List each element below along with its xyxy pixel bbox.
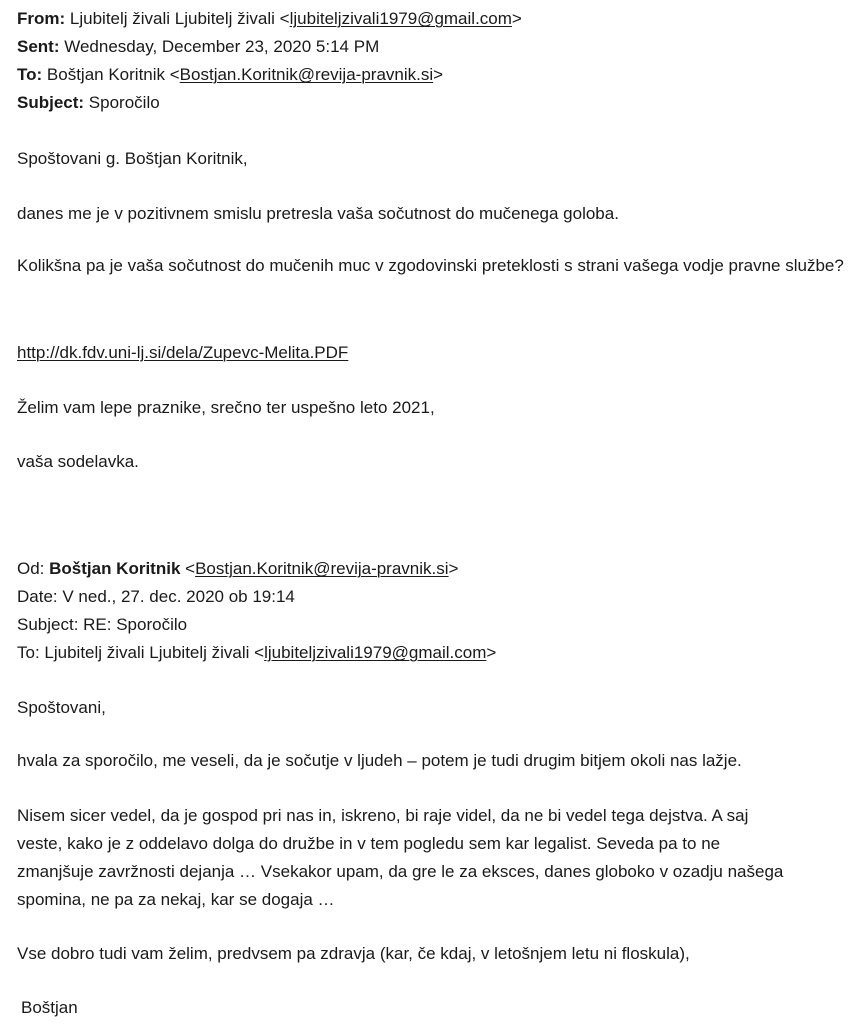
from-name: Ljubitelj živali Ljubitelj živali <	[69, 9, 290, 28]
reply-to-close: >	[486, 643, 497, 662]
reply-paragraph-3: Vse dobro tudi vam želim, predvsem pa zdravja (kar, če kdaj, v letošnjem letu ni floskula),	[17, 944, 690, 963]
reply-from-line	[17, 558, 458, 580]
reply-subject: Subject: RE: Sporočilo	[17, 615, 188, 634]
reply-from-name: Boštjan Koritnik	[49, 559, 181, 578]
original-signoff: vaša sodelavka.	[17, 452, 139, 471]
to-email-link[interactable]: Bostjan.Koritnik@revija-pravnik.si	[179, 65, 434, 84]
reply-paragraph-2-line-4: spomina, ne pa za nekaj, kar se dogaja …	[17, 890, 335, 909]
from-line	[17, 8, 522, 30]
reply-to-email-link[interactable]: ljubiteljzivali1979@gmail.com	[264, 643, 487, 662]
to-name: Boštjan Koritnik <	[46, 65, 180, 84]
subject-value: Sporočilo	[88, 93, 160, 112]
reply-to-line	[17, 642, 496, 664]
reply-date: Date: V ned., 27. dec. 2020 ob 19:14	[17, 587, 295, 606]
reply-to-name: To: Ljubitelj živali Ljubitelj živali <	[17, 643, 265, 662]
original-paragraph-2: Kolikšna pa je vaša sočutnost do mučenih muc v zgodovinski preteklosti s strani vašega vodje pravne službe?	[17, 256, 844, 275]
reply-paragraph-1: hvala za sporočilo, me veseli, da je sočutje v ljudeh – potem je tudi drugim bitjem okoli nas lažje.	[17, 751, 742, 770]
original-link-line	[17, 342, 348, 364]
reply-paragraph-2-line-3: zmanjšuje zavržnosti dejanja … Vsekakor upam, da gre le za eksces, danes globoko v ozadju našega	[17, 862, 784, 881]
from-label: From:	[17, 9, 66, 28]
original-greeting: Spoštovani g. Boštjan Koritnik,	[17, 149, 248, 168]
from-close: >	[511, 9, 522, 28]
to-label: To:	[17, 65, 43, 84]
sent-line	[17, 36, 379, 58]
reply-greeting: Spoštovani,	[17, 698, 106, 717]
reply-paragraph-2-line-2: veste, kako je z oddelavo dolga do družbe in v tem pogledu sem kar legalist. Seveda pa to ne	[17, 834, 721, 853]
subject-label: Subject:	[17, 93, 85, 112]
reply-paragraph-2-line-1: Nisem sicer vedel, da je gospod pri nas in, iskreno, bi raje videl, da ne bi vedel tega dejstva. A saj	[17, 806, 749, 825]
to-close: >	[433, 65, 444, 84]
sent-label: Sent:	[17, 37, 60, 56]
original-paragraph-3: Želim vam lepe praznike, srečno ter uspešno leto 2021,	[17, 398, 435, 417]
reply-from-label: Od:	[17, 559, 50, 578]
reply-from-close: >	[448, 559, 459, 578]
reply-signature: Boštjan	[21, 998, 78, 1017]
reply-from-open: <	[180, 559, 196, 578]
subject-line	[17, 92, 160, 114]
sent-value: Wednesday, December 23, 2020 5:14 PM	[64, 37, 380, 56]
original-paragraph-1: danes me je v pozitivnem smislu pretresla vaša sočutnost do mučenega goloba.	[17, 204, 619, 223]
reply-from-email-link[interactable]: Bostjan.Koritnik@revija-pravnik.si	[195, 559, 449, 578]
from-email-link[interactable]: ljubiteljzivali1979@gmail.com	[289, 9, 512, 28]
to-line	[17, 64, 443, 86]
pdf-link[interactable]: http://dk.fdv.uni-lj.si/dela/Zupevc-Melita.PDF	[17, 343, 349, 362]
